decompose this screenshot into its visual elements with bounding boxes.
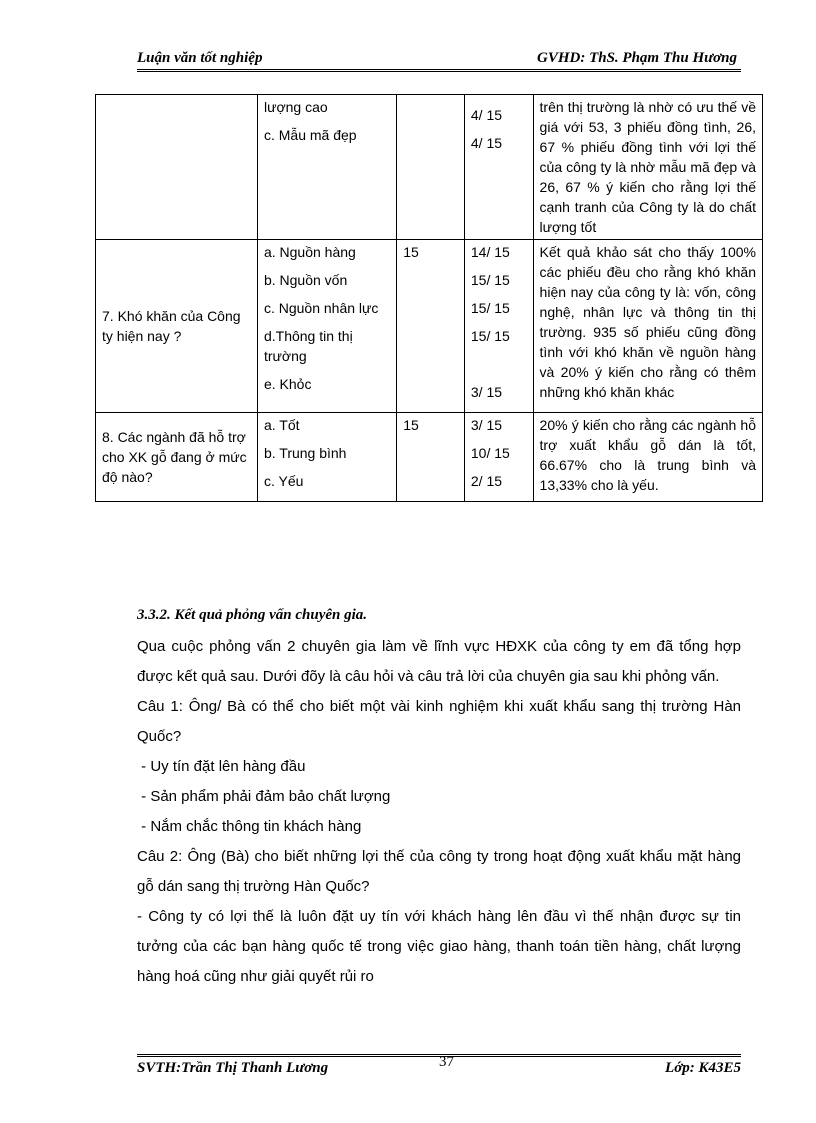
option-item: a. Nguồn hàng — [263, 244, 356, 260]
total-cell: 15 — [397, 413, 465, 502]
answer-2: - Công ty có lợi thế là luôn đặt uy tín với khách hàng lên đầu vì thế nhận được sự tin tưởng của các bạn hàng quốc tế trong việc giao hàng, thanh toán tiền hàng, chất lượng hàng hoá cũng như giải quyết rủi ro — [137, 908, 741, 985]
option-item: c. Mẫu mã đẹp — [263, 127, 357, 143]
table-row — [96, 413, 763, 502]
ratio-item: 3/ 15 — [470, 384, 503, 400]
table-row — [96, 95, 763, 240]
comment-cell: 20% ý kiến cho rằng các ngành hỗ trợ xuất khẩu gỗ dán là tốt, 66.67% cho là trung bình và 13,33% cho là yếu. — [533, 413, 762, 502]
ratio-item: 4/ 15 — [470, 107, 503, 123]
footer-class: Lớp: K43E5 — [665, 1060, 741, 1076]
option-item: c. Yếu — [263, 473, 304, 489]
ratio-item: 10/ 15 — [470, 445, 510, 461]
intro-paragraph: Qua cuộc phỏng vấn 2 chuyên gia làm về lĩnh vực HĐXK của công ty em đã tổng hợp được kết quả sau. Dưới đõy là câu hỏi và câu trả lời của chuyên gia sau khi phỏng vấn. — [137, 638, 741, 685]
option-item: c. Nguồn nhân lực — [263, 300, 379, 316]
ratio-cell — [464, 240, 533, 413]
ratio-item: 2/ 15 — [470, 473, 503, 489]
page-number: 37 — [439, 1054, 454, 1070]
question-1: Câu 1: Ông/ Bà có thể cho biết một vài kinh nghiệm khi xuất khẩu sang thị trường Hàn Quốc? — [137, 698, 741, 745]
option-item: a. Tốt — [263, 417, 300, 433]
page-header — [137, 48, 741, 72]
question-cell: 8. Các ngành đã hỗ trợ cho XK gỗ đang ở mức độ nào? — [96, 413, 258, 502]
page-footer — [137, 1050, 741, 1080]
header-thesis-title: Luận văn tốt nghiệp — [137, 50, 263, 66]
answer-1-item: - Nắm chắc thông tin khách hàng — [137, 818, 362, 835]
table-row — [96, 240, 763, 413]
total-cell: 15 — [397, 240, 465, 413]
total-cell — [397, 95, 465, 240]
options-cell — [257, 413, 396, 502]
header-divider-secondary — [137, 71, 741, 72]
ratio-item: 14/ 15 — [470, 244, 510, 260]
answer-1-item: - Sản phẩm phải đảm bảo chất lượng — [137, 788, 391, 805]
option-item: b. Trung bình — [263, 445, 347, 461]
ratio-item: 15/ 15 — [470, 328, 510, 344]
survey-results-table — [95, 94, 763, 502]
option-item: b. Nguồn vốn — [263, 272, 348, 288]
header-divider — [137, 69, 741, 70]
section-heading: 3.3.2. Kết quả phỏng vấn chuyên gia. — [137, 607, 368, 623]
question-2: Câu 2: Ông (Bà) cho biết những lợi thế của công ty trong hoạt động xuất khẩu mặt hàng gỗ dán sang thị trường Hàn Quốc? — [137, 848, 741, 895]
comment-cell: Kết quả khảo sát cho thấy 100% các phiếu đều cho rằng khó khăn hiện nay của công ty là: vốn, công nghệ, nhân lực và thông tin thị trường. 935 số phiếu cũng đồng tình với khó khăn về nguồn hàng và 20% ý kiến cho rằng có thêm những khó khăn khác — [533, 240, 762, 413]
footer-student: SVTH:Trần Thị Thanh Lương — [137, 1060, 329, 1076]
options-cell — [257, 95, 396, 240]
option-item: d.Thông tin thị trường — [263, 328, 353, 364]
ratio-item: 15/ 15 — [470, 272, 510, 288]
answer-1-item: - Uy tín đặt lên hàng đầu — [137, 758, 306, 775]
options-cell — [257, 240, 396, 413]
ratio-cell — [464, 413, 533, 502]
ratio-item: 3/ 15 — [470, 417, 503, 433]
option-item: lượng cao — [263, 99, 328, 115]
interview-section — [137, 600, 741, 992]
ratio-cell — [464, 95, 533, 240]
ratio-item: 15/ 15 — [470, 300, 510, 316]
header-advisor: GVHD: ThS. Phạm Thu Hương — [537, 50, 737, 66]
comment-cell: trên thị trường là nhờ có ưu thế về giá với 53, 3 phiếu đồng tình, 26, 67 % phiếu đồng tình với lợi thế của công ty là nhờ mẫu mã đẹp và 26, 67 % ý kiến cho rằng lợi thế cạnh tranh của Công ty là do chất lượng tốt — [533, 95, 762, 240]
question-cell — [96, 95, 258, 240]
option-item: e. Khỏc — [263, 376, 312, 392]
ratio-item: 4/ 15 — [470, 135, 503, 151]
question-cell: 7. Khó khăn của Công ty hiện nay ? — [96, 240, 258, 413]
